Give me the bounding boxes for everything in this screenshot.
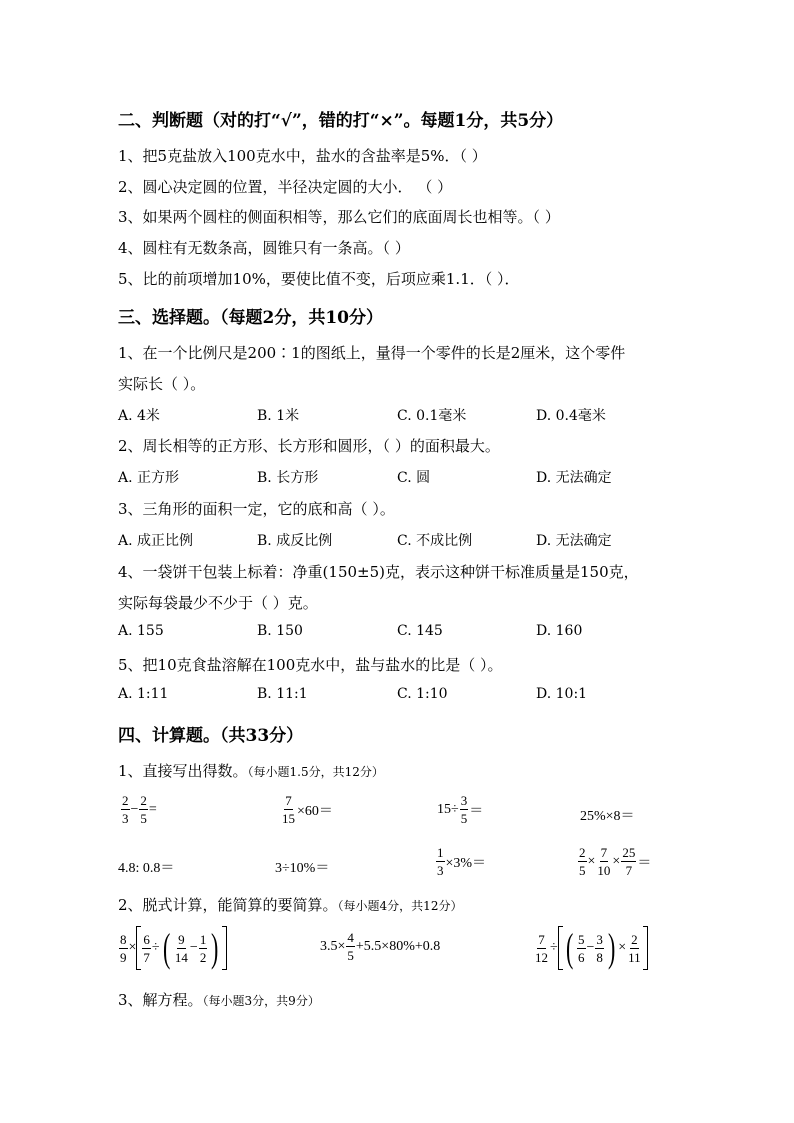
denominator: 12 xyxy=(535,949,548,965)
calc-part3-text: 3、解方程。 xyxy=(118,991,203,1009)
fraction xyxy=(621,846,636,877)
calc-part2-label xyxy=(118,894,462,915)
q3-option-b: B. 成反比例 xyxy=(257,533,333,549)
q4-option-a: A. 155 xyxy=(118,623,164,639)
right-bracket xyxy=(643,926,648,970)
section-2-title: 二、判断题（对的打“√”，错的打“×”。每题1分，共5分） xyxy=(118,111,564,131)
judge-item-2: 2、圆心决定圆的位置，半径决定圆的大小． （ ） xyxy=(118,178,453,196)
operator: − xyxy=(189,940,198,955)
equals: ＝ xyxy=(637,855,652,871)
denominator: 5 xyxy=(579,863,586,878)
denominator: 7 xyxy=(143,949,150,965)
fraction xyxy=(596,846,611,877)
judge-item-1: 1、把5克盐放入100克水中，盐水的含盐率是5%．（ ） xyxy=(118,147,487,165)
choice-q4-line2: 实际每袋最少不少于（ ）克。 xyxy=(118,594,318,612)
denominator: 5 xyxy=(140,811,147,826)
calc-part3-note: （每小题3分，共9分） xyxy=(202,994,320,1008)
expr-rest: ×3%＝ xyxy=(445,855,487,871)
numerator: 7 xyxy=(600,845,608,860)
q2-option-b: B. 长方形 xyxy=(257,470,319,486)
choice-q2: 2、周长相等的正方形、长方形和圆形，（ ）的面积最大。 xyxy=(118,437,500,455)
numerator: 25 xyxy=(622,845,636,860)
fraction xyxy=(174,933,189,964)
choice-q1-line1: 1、在一个比例尺是200∶1的图纸上，量得一个零件的长是2厘米，这个零件 xyxy=(118,344,626,362)
denominator: 5 xyxy=(347,948,354,963)
denominator: 2 xyxy=(199,949,207,965)
expr-lead: 15÷ xyxy=(437,801,459,817)
denominator: 5 xyxy=(460,811,468,826)
right-bracket xyxy=(222,926,227,970)
q1-option-b: B. 1米 xyxy=(257,408,300,424)
expr-7-15-times-60 xyxy=(280,794,333,825)
numerator: 1 xyxy=(199,931,207,947)
fraction xyxy=(142,933,151,964)
denominator: 8 xyxy=(596,949,603,965)
q2-option-d: D. 无法确定 xyxy=(536,470,612,486)
q3-option-d: D. 无法确定 xyxy=(536,533,612,549)
calc-part1-label xyxy=(118,760,384,781)
denominator: 7 xyxy=(625,863,633,878)
q5-option-a: A. 1:11 xyxy=(118,686,169,702)
operator: × xyxy=(128,940,137,955)
expr-stepwise-2 xyxy=(320,931,440,962)
expr-lead: 3.5× xyxy=(320,938,346,954)
q5-option-c: C. 1:10 xyxy=(397,686,448,702)
left-bracket xyxy=(558,926,563,970)
operator: × xyxy=(612,853,621,869)
numerator: 5 xyxy=(578,931,585,947)
operator: × xyxy=(587,853,596,869)
expr-4-8-ratio-0-8: 4.8: 0.8＝ xyxy=(118,861,175,876)
numerator: 7 xyxy=(538,931,545,947)
right-paren: ) xyxy=(211,925,219,970)
numerator: 1 xyxy=(437,845,444,860)
q4-option-b: B. 150 xyxy=(257,623,303,639)
fraction xyxy=(460,794,469,825)
expr-15-div-3-5 xyxy=(437,794,483,825)
choice-q4-line1: 4、一袋饼干包装上标着：净重(150±5)克，表示这种饼干标准质量是150克， xyxy=(118,563,639,581)
denominator: 3 xyxy=(437,863,444,878)
calc-part2-text: 2、脱式计算，能简算的要简算。 xyxy=(118,896,338,914)
equals: ＝ xyxy=(469,803,484,819)
calc-part1-text: 1、直接写出得数。 xyxy=(118,762,248,780)
q2-option-a: A. 正方形 xyxy=(118,470,180,486)
numerator: 4 xyxy=(347,930,354,945)
numerator: 2 xyxy=(631,931,638,947)
fraction xyxy=(281,794,296,825)
judge-item-5: 5、比的前项增加10%，要使比值不变，后项应乘1.1．（ ）． xyxy=(118,270,520,288)
numerator: 2 xyxy=(579,845,586,860)
fraction xyxy=(577,933,586,964)
expr-3-div-10pct: 3÷10%＝ xyxy=(275,861,330,876)
numerator: 3 xyxy=(460,793,468,808)
q1-option-c: C. 0.1毫米 xyxy=(397,408,467,424)
operator: − xyxy=(586,940,595,955)
expr-2-5-times-7-10-times-25-7 xyxy=(577,846,651,877)
fraction xyxy=(436,846,445,877)
q5-option-d: D. 10:1 xyxy=(536,686,588,702)
expr-rest: +5.5×80%+0.8 xyxy=(355,938,441,954)
expr-rest: ×60＝ xyxy=(297,803,333,819)
numerator: 9 xyxy=(178,931,185,947)
denominator: 11 xyxy=(628,949,641,965)
operator: ÷ xyxy=(151,940,160,955)
denominator: 15 xyxy=(282,811,295,826)
denominator: 6 xyxy=(578,949,585,965)
calc-part2-note: （每小题4分，共12分） xyxy=(337,899,463,913)
fraction xyxy=(199,933,208,964)
expr-stepwise-1 xyxy=(118,926,227,970)
q4-option-c: C. 145 xyxy=(397,623,443,639)
choice-q3: 3、三角形的面积一定，它的底和高（ ）。 xyxy=(118,500,395,518)
section-3-title: 三、选择题。（每题2分，共10分） xyxy=(118,308,383,328)
choice-q5: 5、把10克食盐溶解在100克水中，盐与盐水的比是（ ）。 xyxy=(118,656,503,674)
operator: ÷ xyxy=(550,940,558,955)
q1-option-d: D. 0.4毫米 xyxy=(536,408,606,424)
denominator: 14 xyxy=(174,949,188,965)
operator: − xyxy=(130,801,139,817)
left-bracket xyxy=(136,926,141,970)
choice-q1-line2: 实际长（ ）。 xyxy=(118,375,206,393)
q1-option-a: A. 4米 xyxy=(118,408,160,424)
q5-option-b: B. 11:1 xyxy=(257,686,308,702)
fraction xyxy=(346,931,355,962)
numerator: 2 xyxy=(140,793,147,808)
section-4-title: 四、计算题。（共33分） xyxy=(118,726,304,746)
left-paren: ( xyxy=(162,925,170,970)
numerator: 7 xyxy=(285,793,292,808)
q3-option-a: A. 成正比例 xyxy=(118,533,194,549)
numerator: 8 xyxy=(120,931,127,947)
denominator: 10 xyxy=(597,863,611,878)
denominator: 3 xyxy=(122,811,129,826)
judge-item-3: 3、如果两个圆柱的侧面积相等，那么它们的底面周长也相等。（ ） xyxy=(118,208,560,226)
equals: = xyxy=(148,801,157,817)
expr-stepwise-3 xyxy=(533,926,648,970)
fraction xyxy=(534,933,549,964)
numerator: 2 xyxy=(122,793,129,808)
q4-option-d: D. 160 xyxy=(536,623,583,639)
fraction xyxy=(595,933,604,964)
expr-2-3-minus-2-5 xyxy=(120,794,157,825)
expr-25pct-times-8: 25%×8＝ xyxy=(580,809,635,824)
judge-item-4: 4、圆柱有无数条高，圆锥只有一条高。（ ） xyxy=(118,239,410,257)
fraction xyxy=(627,933,642,964)
numerator: 3 xyxy=(596,931,603,947)
fraction xyxy=(578,846,587,877)
expr-1-3-times-3pct xyxy=(435,846,486,877)
q2-option-c: C. 圆 xyxy=(397,470,431,486)
calc-part3-label xyxy=(118,989,320,1010)
right-paren: ) xyxy=(607,925,616,970)
numerator: 6 xyxy=(143,931,150,947)
operator: × xyxy=(618,940,627,955)
fraction xyxy=(139,794,148,825)
left-paren: ( xyxy=(565,925,574,970)
calc-part1-note: （每小题1.5分，共12分） xyxy=(247,765,384,779)
denominator: 9 xyxy=(120,949,127,965)
fraction xyxy=(121,794,130,825)
fraction xyxy=(119,933,128,964)
q3-option-c: C. 不成比例 xyxy=(397,533,473,549)
